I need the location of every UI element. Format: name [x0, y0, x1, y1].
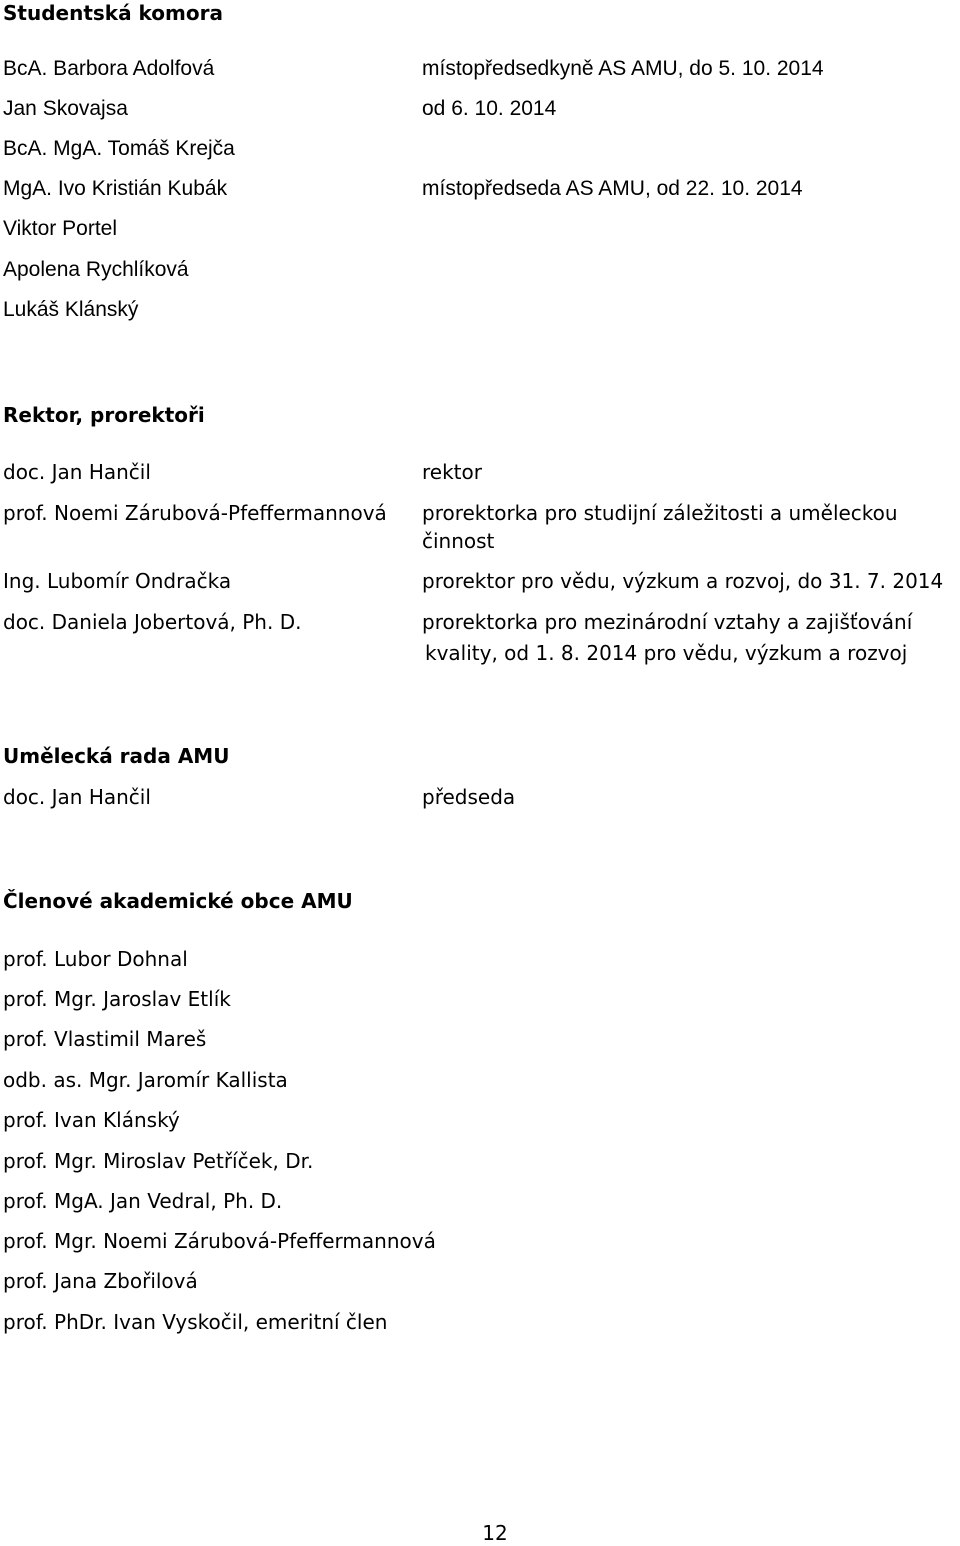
officer-role-continued: činnost — [422, 529, 495, 553]
academic-member: prof. Mgr. Miroslav Petříček, Dr. — [3, 1149, 314, 1173]
member-name: Lukáš Klánský — [3, 298, 139, 321]
officer-role: rektor — [422, 460, 482, 484]
academic-member: odb. as. Mgr. Jaromír Kallista — [3, 1068, 288, 1092]
officer-role: prorektorka pro studijní záležitosti a uměleckou — [422, 501, 898, 525]
member-name: BcA. MgA. Tomáš Krejča — [3, 137, 235, 160]
officer-role: prorektorka pro mezinárodní vztahy a zajišťování — [422, 610, 913, 634]
member-name: MgA. Ivo Kristián Kubák — [3, 177, 228, 200]
member-name: Jan Skovajsa — [3, 97, 128, 120]
section-heading-academic-members: Členové akademické obce AMU — [3, 889, 353, 913]
officer-name: Ing. Lubomír Ondračka — [3, 569, 232, 593]
member-role: od 6. 10. 2014 — [422, 97, 557, 120]
officer-name: doc. Daniela Jobertová, Ph. D. — [3, 610, 302, 634]
academic-member: prof. Mgr. Jaroslav Etlík — [3, 987, 231, 1011]
member-role: místopředsedkyně AS AMU, do 5. 10. 2014 — [422, 57, 824, 80]
academic-member: prof. Lubor Dohnal — [3, 947, 188, 971]
member-role: místopředseda AS AMU, od 22. 10. 2014 — [422, 177, 803, 200]
academic-member: prof. Mgr. Noemi Zárubová-Pfeffermannová — [3, 1229, 436, 1253]
council-member-role: předseda — [422, 785, 516, 809]
section-heading-student-chamber: Studentská komora — [3, 1, 223, 25]
officer-role-continued: kvality, od 1. 8. 2014 pro vědu, výzkum a rozvoj — [425, 641, 908, 665]
officer-name: prof. Noemi Zárubová-Pfeffermannová — [3, 501, 387, 525]
academic-member: prof. Jana Zbořilová — [3, 1269, 198, 1293]
academic-member: prof. Vlastimil Mareš — [3, 1027, 207, 1051]
member-name: Apolena Rychlíková — [3, 258, 189, 281]
member-name: BcA. Barbora Adolfová — [3, 57, 215, 80]
member-name: Viktor Portel — [3, 217, 117, 240]
council-member-name: doc. Jan Hančil — [3, 785, 151, 809]
section-heading-rector: Rektor, prorektoři — [3, 403, 205, 427]
page-number: 12 — [482, 1521, 508, 1545]
officer-role: prorektor pro vědu, výzkum a rozvoj, do 31. 7. 2014 — [422, 569, 944, 593]
academic-member: prof. Ivan Klánský — [3, 1108, 180, 1132]
academic-member: prof. PhDr. Ivan Vyskočil, emeritní člen — [3, 1310, 388, 1334]
academic-member: prof. MgA. Jan Vedral, Ph. D. — [3, 1189, 283, 1213]
section-heading-art-council: Umělecká rada AMU — [3, 744, 230, 768]
officer-name: doc. Jan Hančil — [3, 460, 151, 484]
